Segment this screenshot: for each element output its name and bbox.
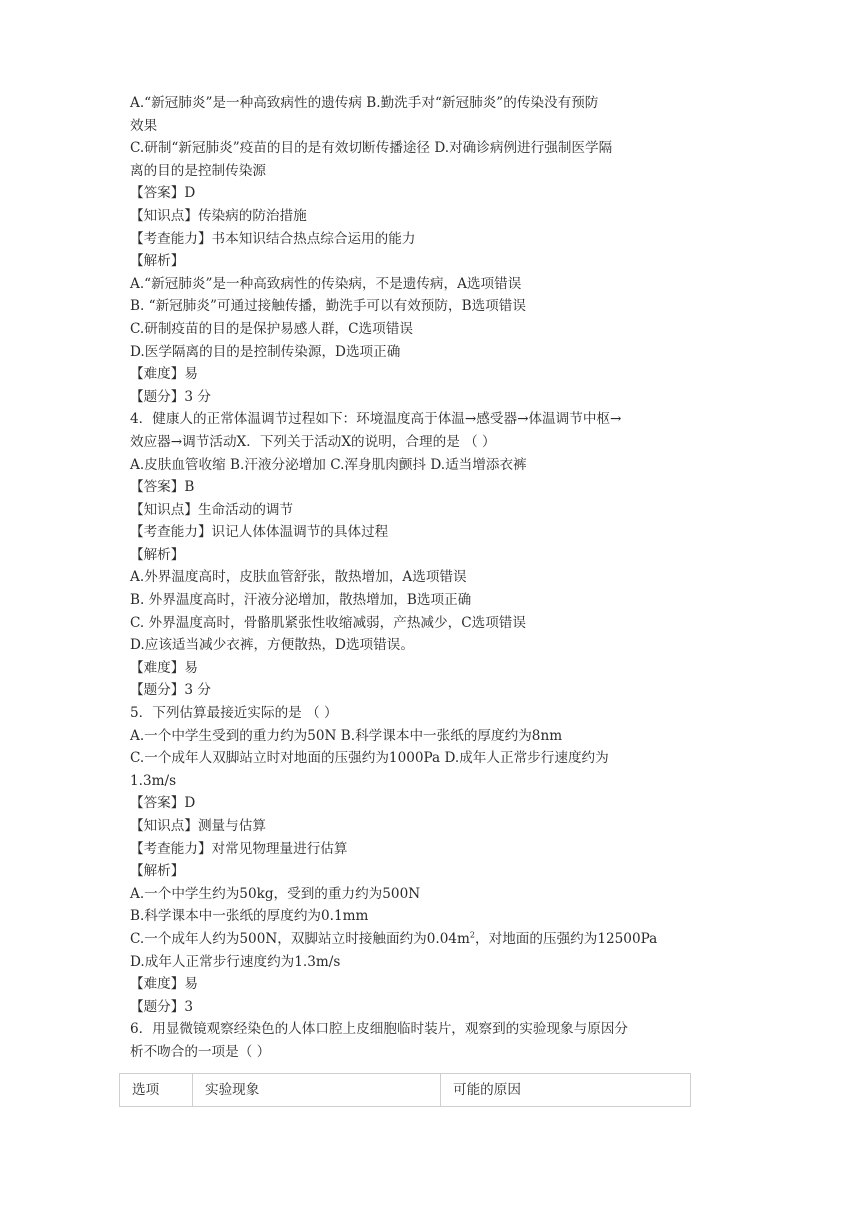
q4-answer: 【答案】B <box>130 479 195 496</box>
q4-analysis-line: A.外界温度高时，皮肤血管舒张，散热增加，A选项错误 <box>130 569 467 586</box>
q4-difficulty: 【难度】易 <box>130 659 198 676</box>
q5-analysis-line: A.一个中学生约为50kg，受到的重力约为500N <box>130 885 421 902</box>
q5-answer: 【答案】D <box>130 795 196 812</box>
q6-stem-line: 析不吻合的一项是（ ） <box>130 1043 271 1060</box>
q4-analysis-label: 【解析】 <box>130 546 185 563</box>
table-header-option: 选项 <box>120 1074 193 1106</box>
q5-analysis-text: ，对地面的压强约为12500Pa <box>475 930 658 947</box>
q3-ability: 【考查能力】书本知识结合热点综合运用的能力 <box>130 230 416 247</box>
q4-analysis-line: B. 外界温度高时，汗液分泌增加，散热增加，B选项正确 <box>130 592 472 609</box>
q3-score: 【题分】3 分 <box>130 388 211 405</box>
q3-option-line: 效果 <box>130 117 158 134</box>
q5-analysis-superscript: 2 <box>469 930 476 940</box>
table-header-phenomenon: 实验现象 <box>193 1074 441 1106</box>
q3-analysis-line: C.研制疫苗的目的是保护易感人群，C选项错误 <box>130 320 413 337</box>
q5-analysis-line <box>130 928 730 951</box>
q6-stem-line: 6．用显微镜观察经染色的人体口腔上皮细胞临时装片，观察到的实验现象与原因分 <box>130 1021 629 1038</box>
q5-analysis-line: B.科学课本中一张纸的厚度约为0.1mm <box>130 908 369 925</box>
q3-analysis-line: B. “新冠肺炎”可通过接触传播，勤洗手可以有效预防，B选项错误 <box>130 298 526 315</box>
q4-options: A.皮肤血管收缩 B.汗液分泌增加 C.浑身肌肉颤抖 D.适当增添衣裤 <box>130 456 527 473</box>
q4-stem-line: 4．健康人的正常体温调节过程如下：环境温度高于体温→感受器→体温调节中枢→ <box>130 411 622 428</box>
q3-analysis-label: 【解析】 <box>130 253 185 270</box>
q5-difficulty: 【难度】易 <box>130 976 198 993</box>
q5-score: 【题分】3 <box>130 998 194 1015</box>
q3-option-line: C.研制“新冠肺炎”疫苗的目的是有效切断传播途径 D.对确诊病例进行强制医学隔 <box>130 140 613 157</box>
q3-difficulty: 【难度】易 <box>130 366 198 383</box>
q5-option-line: C.一个成年人双脚站立时对地面的压强约为1000Pa D.成年人正常步行速度约为 <box>130 750 609 767</box>
q5-analysis-line: D.成年人正常步行速度约为1.3m/s <box>130 953 341 970</box>
q4-analysis-line: D.应该适当减少衣裤，方便散热，D选项错误。 <box>130 637 414 654</box>
q3-option-line: 离的目的是控制传染源 <box>130 162 266 179</box>
q5-knowledge-point: 【知识点】测量与估算 <box>130 818 266 834</box>
q5-analysis-text: C.一个成年人约为500N，双脚站立时接触面约为0.04m <box>130 930 470 947</box>
q4-analysis-line: C. 外界温度高时，骨骼肌紧张性收缩减弱，产热减少，C选项错误 <box>130 614 526 631</box>
q5-ability: 【考查能力】对常见物理量进行估算 <box>130 840 348 857</box>
q5-option-line: A.一个中学生受到的重力约为50N B.科学课本中一张纸的厚度约为8nm <box>130 727 563 744</box>
q5-stem: 5．下列估算最接近实际的是 （ ） <box>130 705 338 722</box>
q5-option-line: 1.3m/s <box>130 772 177 789</box>
q3-answer: 【答案】D <box>130 185 196 202</box>
q4-score: 【题分】3 分 <box>130 682 211 699</box>
table-header-reason: 可能的原因 <box>453 1082 521 1098</box>
q3-knowledge-point: 【知识点】传染病的防治措施 <box>130 207 307 224</box>
q3-option-line: A.“新冠肺炎”是一种高致病性的遗传病 B.勤洗手对“新冠肺炎”的传染没有预防 <box>130 95 599 111</box>
q5-analysis-label: 【解析】 <box>130 863 185 880</box>
q3-analysis-line: D.医学隔离的目的是控制传染源，D选项正确 <box>130 343 401 360</box>
q4-knowledge-point: 【知识点】生命活动的调节 <box>130 501 294 518</box>
q4-stem-line: 效应器→调节活动X．下列关于活动X的说明，合理的是 （ ） <box>130 433 496 450</box>
q6-table-header-row <box>119 1073 691 1107</box>
document-body <box>130 92 730 1064</box>
q3-analysis-line: A.“新冠肺炎”是一种高致病性的传染病，不是遗传病，A选项错误 <box>130 275 522 292</box>
q4-ability: 【考查能力】识记人体体温调节的具体过程 <box>130 524 389 541</box>
